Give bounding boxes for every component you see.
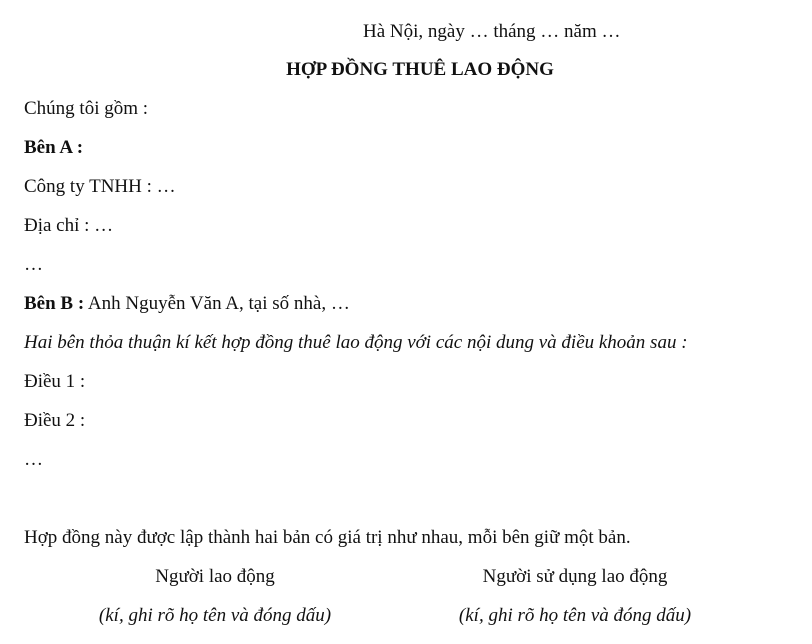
signature-right-title: Người sử dụng lao động [482,566,668,587]
intro-line: Chúng tôi gồm : [24,98,149,119]
signature-left-title: Người lao động [155,566,275,587]
signature-right-note: (kí, ghi rõ họ tên và đóng dấu) [458,605,692,626]
article-2: Điều 2 : [24,410,86,431]
party-b-line [24,292,350,316]
article-1: Điều 1 : [24,371,86,392]
ellipsis-line-2: … [24,449,43,470]
company-line: Công ty TNHH : … [24,176,176,197]
party-a-label: Bên A : [24,137,84,158]
date-line: Hà Nội, ngày … tháng … năm … [363,21,621,42]
document-title: HỢP ĐỒNG THUÊ LAO ĐỘNG [286,59,554,80]
closing-line: Hợp đồng này được lập thành hai bản có giá trị như nhau, mỗi bên giữ một bản. [24,527,631,548]
agreement-line: Hai bên thỏa thuận kí kết hợp đồng thuê lao động với các nội dung và điều khoản sau : [24,332,688,353]
address-line: Địa chỉ : … [24,215,114,236]
signature-left-note: (kí, ghi rõ họ tên và đóng dấu) [98,605,332,626]
party-b-label: Bên B : [24,293,85,314]
ellipsis-line-1: … [24,254,43,275]
party-b-text: Anh Nguyễn Văn A, tại số nhà, … [84,293,350,314]
